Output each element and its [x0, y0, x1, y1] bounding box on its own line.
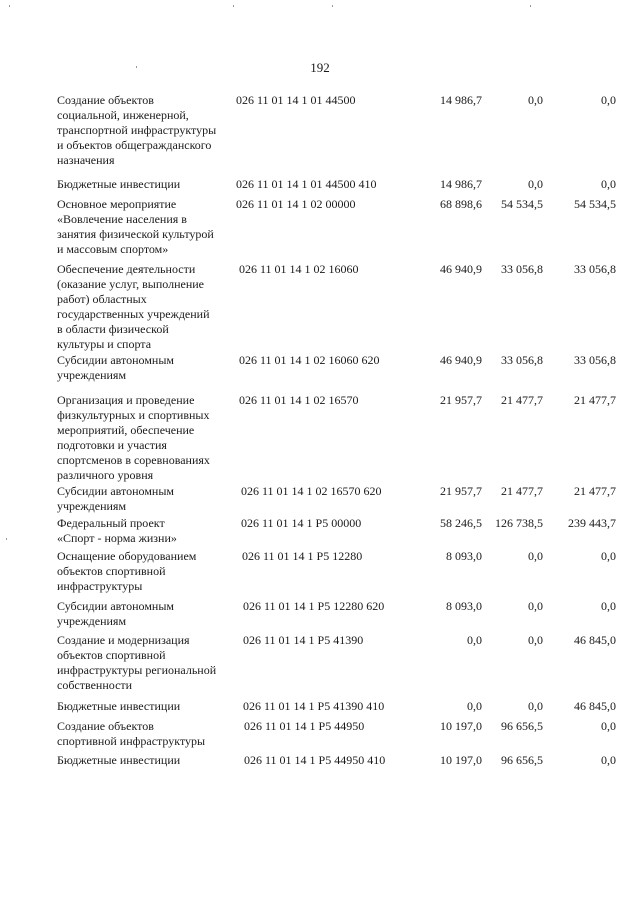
amount-col-3: 33 056,8 [574, 262, 616, 276]
amount-col-1: 8 093,0 [446, 549, 482, 563]
amount-col-1: 8 093,0 [446, 599, 482, 613]
amount-col-2: 96 656,5 [501, 719, 543, 733]
row-code: 026 11 01 14 1 P5 00000 [241, 516, 362, 530]
amount-col-3: 33 056,8 [574, 353, 616, 367]
amount-col-2: 33 056,8 [501, 262, 543, 276]
scan-speck [6, 538, 7, 540]
amount-col-3: 46 845,0 [574, 633, 616, 647]
row-name: Субсидии автономным учреждениям [57, 353, 174, 382]
row-code: 026 11 01 14 1 02 16570 [239, 393, 359, 407]
amount-col-1: 46 940,9 [440, 262, 482, 276]
row-name: Федеральный проект «Спорт - норма жизни» [57, 516, 177, 545]
row-code: 026 11 01 14 1 P5 12280 [242, 549, 363, 563]
amount-col-3: 0,0 [601, 93, 616, 107]
amount-col-2: 126 738,5 [495, 516, 543, 530]
row-name: Организация и проведение физкультурных и спортивных мероприятий, обеспечение подготовки и участия спортсменов в соревнованиях различного уровня [57, 393, 210, 482]
row-code: 026 11 01 14 1 P5 44950 410 [244, 753, 386, 767]
amount-col-2: 0,0 [528, 549, 543, 563]
amount-col-2: 0,0 [528, 93, 543, 107]
row-code: 026 11 01 14 1 P5 41390 [243, 633, 364, 647]
scan-speck [9, 5, 10, 7]
row-name: Создание объектов социальной, инженерной, транспортной инфраструктуры и объектов общегражданского назначения [57, 93, 217, 167]
amount-col-1: 10 197,0 [440, 753, 482, 767]
row-code: 026 11 01 14 1 01 44500 410 [236, 177, 377, 191]
row-name: Субсидии автономным учреждениям [57, 484, 174, 513]
row-code: 026 11 01 14 1 02 16570 620 [241, 484, 382, 498]
amount-col-3: 0,0 [601, 753, 616, 767]
row-code: 026 11 01 14 1 01 44500 [236, 93, 356, 107]
row-name: Бюджетные инвестиции [57, 753, 181, 767]
amount-col-2: 0,0 [528, 699, 543, 713]
page-number: 192 [310, 60, 330, 75]
row-name: Основное мероприятие «Вовлечение населения в занятия физической культурой и массовым спортом» [57, 197, 214, 256]
row-name: Субсидии автономным учреждениям [57, 599, 174, 628]
amount-col-3: 0,0 [601, 177, 616, 191]
scan-speck [332, 5, 333, 7]
scan-speck [136, 66, 137, 68]
amount-col-3: 54 534,5 [574, 197, 616, 211]
amount-col-3: 239 443,7 [568, 516, 616, 530]
amount-col-2: 0,0 [528, 177, 543, 191]
amount-col-1: 58 246,5 [440, 516, 482, 530]
amount-col-2: 21 477,7 [501, 484, 543, 498]
amount-col-1: 14 986,7 [440, 177, 482, 191]
amount-col-2: 54 534,5 [501, 197, 543, 211]
row-code: 026 11 01 14 1 P5 41390 410 [243, 699, 385, 713]
amount-col-1: 0,0 [467, 699, 482, 713]
amount-col-3: 21 477,7 [574, 393, 616, 407]
amount-col-2: 0,0 [528, 599, 543, 613]
amount-col-2: 96 656,5 [501, 753, 543, 767]
amount-col-2: 33 056,8 [501, 353, 543, 367]
row-name: Бюджетные инвестиции [57, 177, 181, 191]
row-code: 026 11 01 14 1 02 16060 [239, 262, 359, 276]
row-name: Бюджетные инвестиции [57, 699, 181, 713]
row-name: Оснащение оборудованием объектов спортивной инфраструктуры [57, 549, 197, 593]
row-name: Обеспечение деятельности (оказание услуг, выполнение работ) областных государственных учреждений в области физической культуры и спорта [57, 262, 210, 351]
amount-col-2: 0,0 [528, 633, 543, 647]
amount-col-1: 21 957,7 [440, 393, 482, 407]
amount-col-3: 21 477,7 [574, 484, 616, 498]
row-code: 026 11 01 14 1 P5 44950 [244, 719, 365, 733]
amount-col-1: 0,0 [467, 633, 482, 647]
scan-speck [530, 5, 531, 7]
amount-col-1: 10 197,0 [440, 719, 482, 733]
row-code: 026 11 01 14 1 02 00000 [236, 197, 356, 211]
amount-col-2: 21 477,7 [501, 393, 543, 407]
scan-speck [233, 5, 234, 7]
amount-col-3: 46 845,0 [574, 699, 616, 713]
row-code: 026 11 01 14 1 P5 12280 620 [243, 599, 385, 613]
row-name: Создание и модернизация объектов спортивной инфраструктуры региональной собственности [57, 633, 217, 692]
amount-col-3: 0,0 [601, 599, 616, 613]
amount-col-1: 21 957,7 [440, 484, 482, 498]
amount-col-3: 0,0 [601, 719, 616, 733]
row-name: Создание объектов спортивной инфраструктуры [57, 719, 206, 748]
row-code: 026 11 01 14 1 02 16060 620 [239, 353, 380, 367]
amount-col-3: 0,0 [601, 549, 616, 563]
amount-col-1: 46 940,9 [440, 353, 482, 367]
amount-col-1: 68 898,6 [440, 197, 482, 211]
amount-col-1: 14 986,7 [440, 93, 482, 107]
